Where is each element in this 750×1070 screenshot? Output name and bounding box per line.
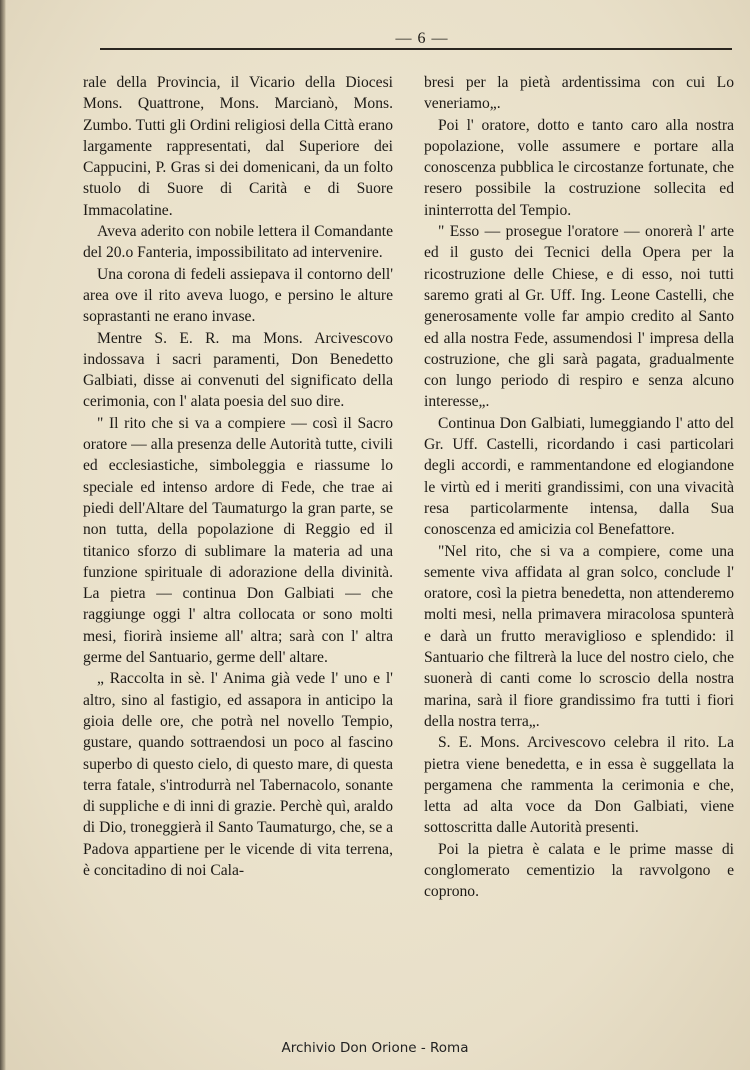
left-column xyxy=(83,72,393,881)
paragraph: „ Raccolta in sè. l' Anima già vede l' uno e l' altro, sino al fastigio, ed assapora in anticipo la gioia delle ore, che potrà nel novello Tempio, gustare, quando sottraendosi un poco al fascino superbo di questo cielo, di questo mare, di questa terra fatale, s'introdurrà nel Tabernacolo, sonante di suppliche e di inni di grazie. Perchè quì, araldo di Dio, troneggierà il Santo Taumaturgo, che, se a Padova appartiene per le vicende di vita terrena, è concitadino di noi Cala- xyxy=(83,670,393,879)
paragraph: "Nel rito, che si va a compiere, come una semente viva affidata al gran solco, conclude l' oratore, così la pietra benedetta, non attenderemo molti mesi, nella primavera miracolosa spunterà e darà un frutto meraviglioso e splendido: il Santuario che filtrerà la luce del nostro cielo, che suonerà di canti come lo scroscio della nostra marina, sarà il fiore grandissimo fra tutti i fiori della nostra terra„. xyxy=(424,542,734,730)
paragraph: Aveva aderito con nobile lettera il Comandante del 20.o Fanteria, impossibilitato ad intervenire. xyxy=(83,223,393,262)
paragraph: rale della Provincia, il Vicario della Diocesi Mons. Quattrone, Mons. Marcianò, Mons. Zumbo. Tutti gli Ordini religiosi della Città erano largamente rappresentati, dal Superiore dei Cappucini, P. Gras si dei domenicani, da un folto stuolo di Suore di Carità e di Suore Immacolatine. xyxy=(83,74,393,219)
paragraph: " Esso — prosegue l'oratore — onorerà l' arte ed il gusto dei Tecnici della Opera per la ricostruzione delle Chiese, e di esso, noi tutti saremo grati al Gr. Uff. Ing. Leone Castelli, che generosamente volle far ampio credito al Santo ed alla nostra Fede, assumendosi l' impresa della costruzione, che gli sarà pagata, gradualmente con lungo periodo di respiro e senza alcuno interesse„. xyxy=(424,223,734,411)
header-rule xyxy=(100,48,732,50)
right-column xyxy=(424,72,734,903)
paragraph: Continua Don Galbiati, lumeggiando l' atto del Gr. Uff. Castelli, ricordando i casi particolari degli accordi, e rammentandone ed elogiandone le virtù ed i meriti grandissimi, con una vivacità resa particolarmente intensa, dalla Sua conoscenza ed amicizia col Benefattore. xyxy=(424,414,734,539)
archive-footer: Archivio Don Orione - Roma xyxy=(281,1040,469,1056)
paragraph: S. E. Mons. Arcivescovo celebra il rito. La pietra viene benedetta, e in essa è suggellata la pergamena che rammenta la cerimonia e che, letta ad alta voce da Don Galbiati, viene sottoscritta dalle Autorità presenti. xyxy=(424,734,734,837)
paragraph: Una corona di fedeli assiepava il contorno dell' area ove il rito aveva luogo, e persino le alture soprastanti ne erano invase. xyxy=(83,265,393,326)
page-edge-shadow xyxy=(0,0,6,1070)
paragraph: " Il rito che si va a compiere — così il Sacro oratore — alla presenza delle Autorità tutte, civili ed ecclesiastiche, simboleggia e riassume lo speciale ed intenso ardore di Fede, che trae ai piedi dell'Altare del Taumaturgo la gran parte, se non tutta, della popolazione di Reggio ed il titanico sforzo di sublimare la materia ad una funzione spirituale di adorazione della divinità. La pietra — continua Don Galbiati — che raggiunge oggi l' altra collocata or sono molti mesi, fiorirà insieme all' altra; sarà con l' altra germe del Santuario, germe dell' altare. xyxy=(83,414,393,667)
paragraph: bresi per la pietà ardentissima con cui Lo veneriamo„. xyxy=(424,74,734,113)
paragraph: Poi l' oratore, dotto e tanto caro alla nostra popolazione, volle assumere e portare alla conoscenza pubblica le circostanze fortunate, che resero possibile la costruzione sollecita ed ininterrotta del Tempio. xyxy=(424,116,734,219)
page-number: — 6 — xyxy=(395,30,449,47)
paragraph: Mentre S. E. R. ma Mons. Arcivescovo indossava i sacri paramenti, Don Benedetto Galbiati, disse ai convenuti del significato della cerimonia, con l' alata poesia del suo dire. xyxy=(83,329,393,411)
paragraph: Poi la pietra è calata e le prime masse di conglomerato cementizio la ravvolgono e coprono. xyxy=(424,840,734,901)
